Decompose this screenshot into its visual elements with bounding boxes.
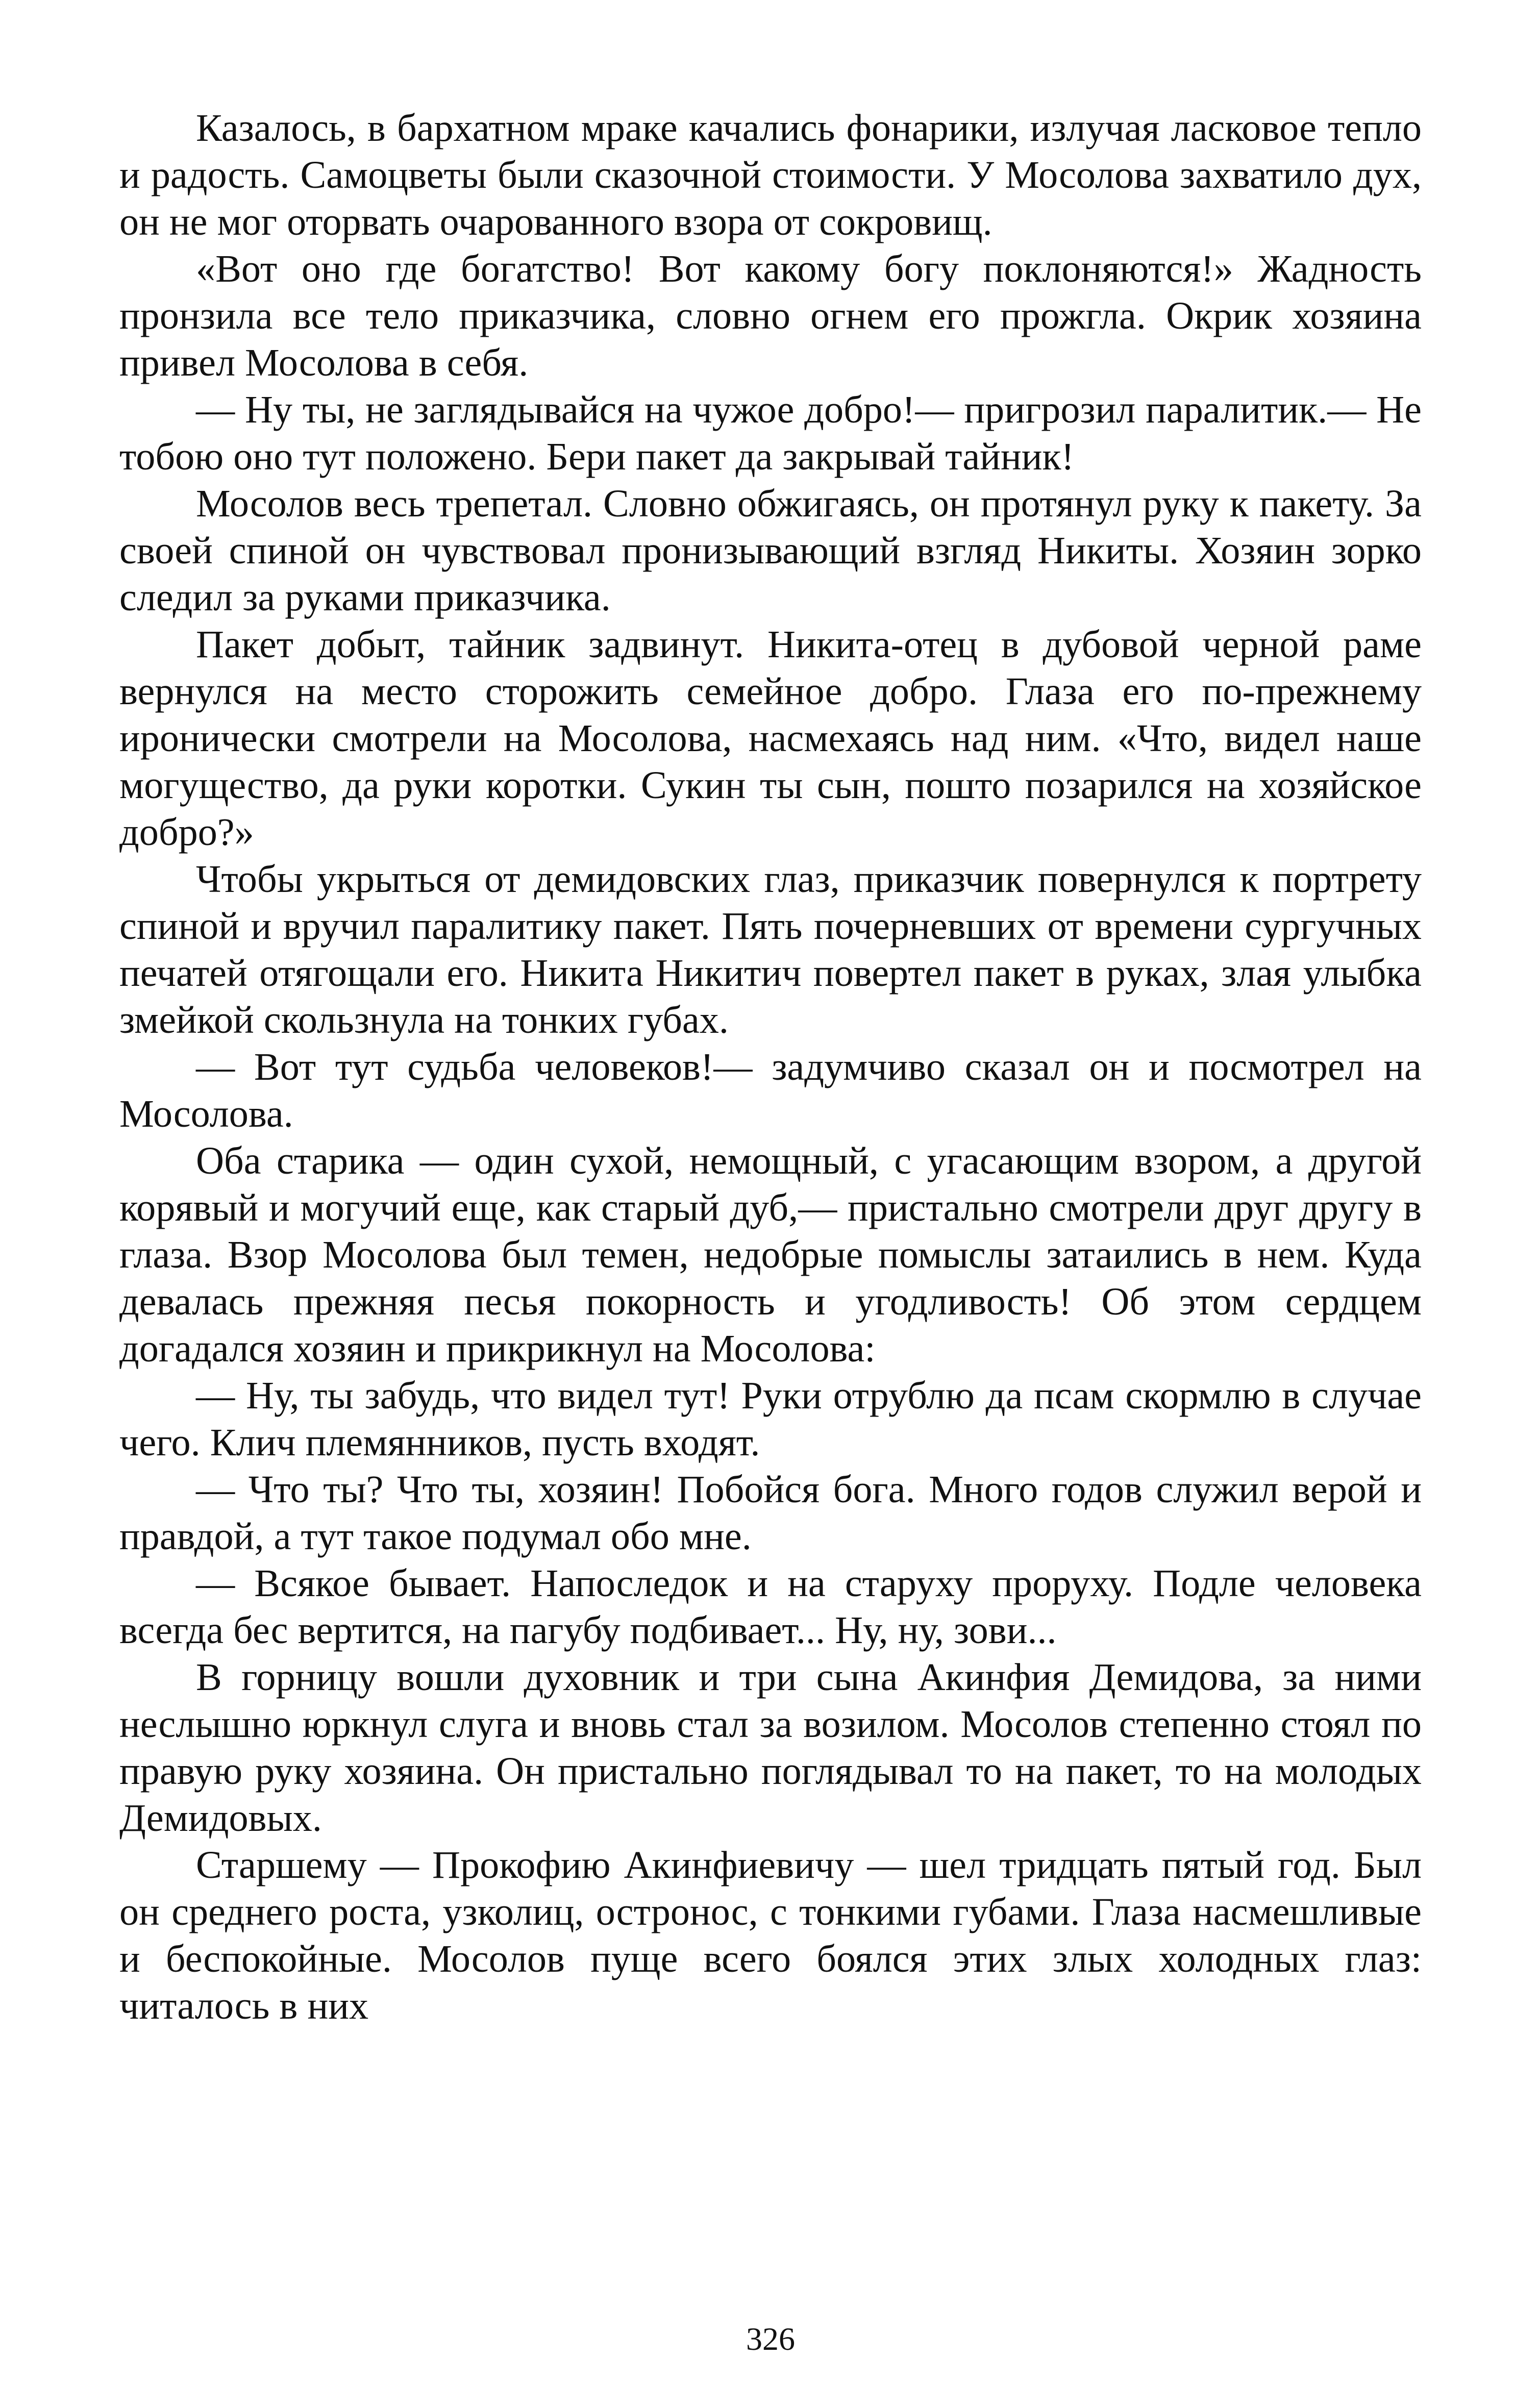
paragraph: — Всякое бывает. Напоследок и на старуху проруху. Подле человека всегда бес вертится, на пагубу подбивает... Ну, ну, зови... [119, 1562, 1422, 1652]
paragraph: Чтобы укрыться от демидовских глаз, приказчик повернулся к портрету спиной и вручил паралитику пакет. Пять почерневших от времени сургучных печатей отягощали его. Никита Никитич повертел пакет в руках, злая улыбка змейкой скользнула на тонких губах. [119, 858, 1422, 1041]
paragraph: Оба старика — один сухой, немощный, с угасающим взором, а другой корявый и могучий еще, как старый дуб,— пристально смотрели друг другу в глаза. Взор Мосолова был темен, недобрые помыслы затаились в нем. Куда девалась прежняя песья покорность и угодливость! Об этом сердцем догадался хозяин и прикрикнул на Мосолова: [119, 1139, 1422, 1370]
paragraph: Мосолов весь трепетал. Словно обжигаясь, он протянул руку к пакету. За своей спиной он чувствовал пронизывающий взгляд Никиты. Хозяин зорко следил за руками приказчика. [119, 482, 1422, 619]
paragraph: Казалось, в бархатном мраке качались фонарики, излучая ласковое тепло и радость. Самоцветы были сказочной стоимости. У Мосолова захватило дух, он не мог оторвать очарованного взора от сокровищ. [119, 107, 1422, 243]
paragraph: — Вот тут судьба человеков!— задумчиво сказал он и посмотрел на Мосолова. [119, 1046, 1422, 1135]
paragraph: — Ну ты, не заглядывайся на чужое добро!— пригрозил паралитик.— Не тобою оно тут положено. Бери пакет да закрывай тайник! [119, 388, 1422, 478]
page-number: 326 [746, 2321, 795, 2357]
body-text [119, 105, 1422, 2029]
paragraph: В горницу вошли духовник и три сына Акинфия Демидова, за ними неслышно юркнул слуга и вновь стал за возилом. Мосолов степенно стоял по правую руку хозяина. Он пристально поглядывал то на пакет, то на молодых Демидовых. [119, 1656, 1422, 1840]
paragraph: Старшему — Прокофию Акинфиевичу — шел тридцать пятый год. Был он среднего роста, узколиц, остронос, с тонкими губами. Глаза насмешливые и беспокойные. Мосолов пуще всего боялся этих злых холодных глаз: читалось в них [119, 1844, 1422, 2027]
paragraph: — Ну, ты забудь, что видел тут! Руки отрублю да псам скормлю в случае чего. Клич племянников, пусть входят. [119, 1374, 1422, 1464]
paragraph: Пакет добыт, тайник задвинут. Никита-отец в дубовой черной раме вернулся на место сторожить семейное добро. Глаза его по-прежнему иронически смотрели на Мосолова, насмехаясь над ним. «Что, видел наше могущество, да руки коротки. Сукин ты сын, пошто позарился на хозяйское добро?» [119, 623, 1422, 854]
paragraph: — Что ты? Что ты, хозяин! Побойся бога. Много годов служил верой и правдой, а тут такое подумал обо мне. [119, 1468, 1422, 1558]
paragraph: «Вот оно где богатство! Вот какому богу поклоняются!» Жадность пронзила все тело приказчика, словно огнем его прожгла. Окрик хозяина привел Мосолова в себя. [119, 247, 1422, 384]
book-page [119, 105, 1422, 2357]
